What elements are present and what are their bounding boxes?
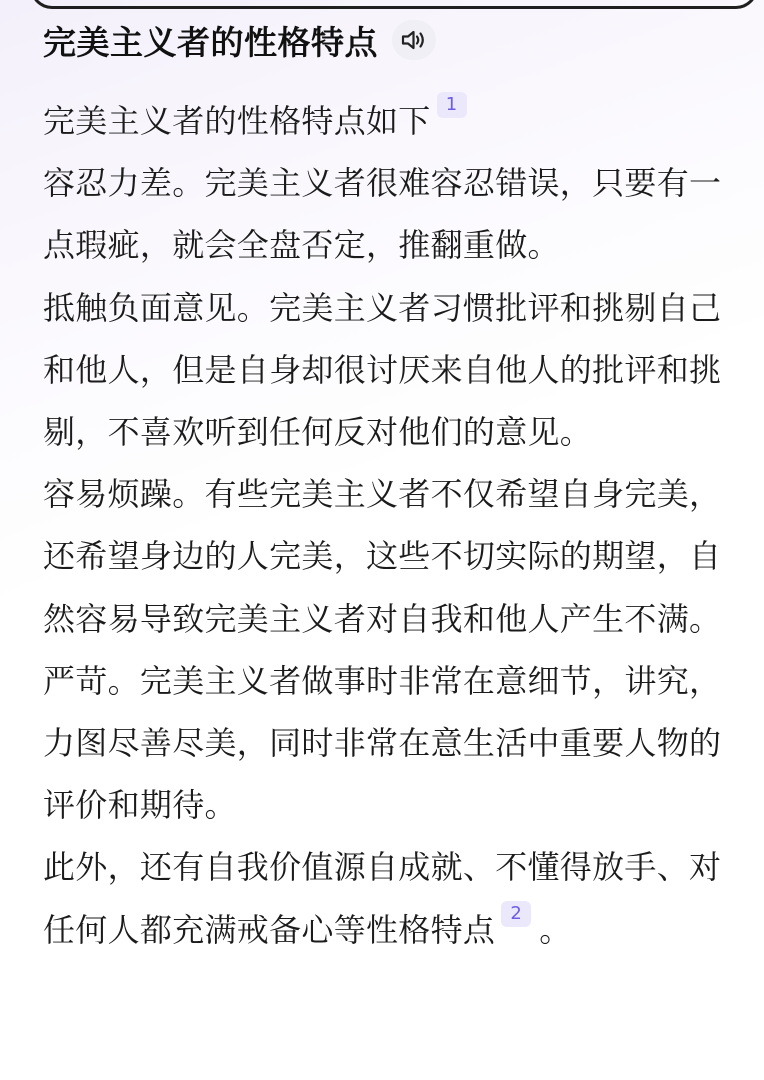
paragraph-intolerance: 容忍力差。完美主义者很难容忍错误，只要有一点瑕疵，就会全盘否定，推翻重做。 bbox=[43, 164, 722, 265]
answer-closing bbox=[43, 836, 733, 960]
answer-card bbox=[43, 14, 733, 961]
answer-header bbox=[43, 14, 733, 66]
answer-body bbox=[43, 90, 733, 961]
answer-title: 完美主义者的性格特点 bbox=[43, 22, 378, 62]
closing-text: 此外，还有自我价值源自成就、不懂得放手、对任何人都充满戒备心等性格特点 bbox=[43, 848, 722, 949]
citation-badge-2[interactable]: 2 bbox=[501, 901, 531, 927]
speaker-icon bbox=[400, 27, 428, 53]
paragraph-irritability: 容易烦躁。有些完美主义者不仅希望自身完美，还希望身边的人完美，这些不切实际的期望，自然容易导致完美主义者对自我和他人产生不满。 bbox=[43, 475, 722, 638]
previous-card-edge bbox=[30, 0, 758, 9]
intro-text: 完美主义者的性格特点如下 bbox=[43, 102, 431, 140]
closing-period: 。 bbox=[539, 910, 572, 949]
paragraph-strictness: 严苛。完美主义者做事时非常在意细节，讲究，力图尽善尽美，同时非常在意生活中重要人物的评价和期待。 bbox=[43, 661, 722, 825]
answer-intro bbox=[43, 90, 733, 152]
paragraph-negative-feedback: 抵触负面意见。完美主义者习惯批评和挑剔自己和他人，但是自身却很讨厌来自他人的批评和挑剔，不喜欢听到任何反对他们的意见。 bbox=[43, 288, 722, 452]
read-aloud-button[interactable] bbox=[392, 20, 436, 60]
citation-badge-1[interactable]: 1 bbox=[437, 92, 467, 118]
